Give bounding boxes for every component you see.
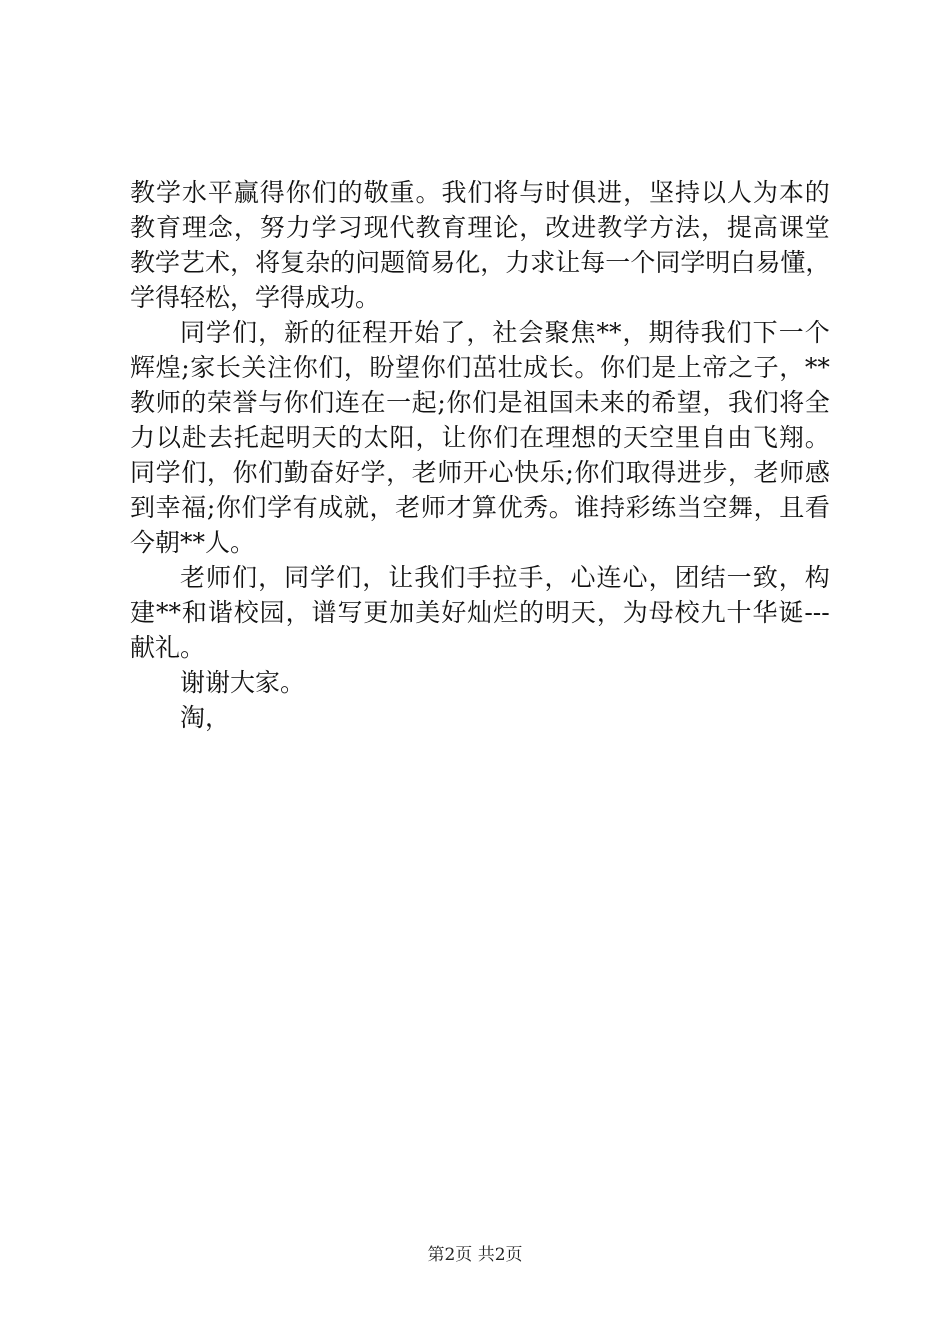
closing-thanks: 谢谢大家。 — [180, 668, 306, 697]
body-text-line: 到 幸 福 ; 你 们 学 有 成 就 ， 老 师 才 算 优 秀 。 谁 持 彩 练 当 空 舞 ， 且 看 — [130, 493, 830, 522]
body-text-line: 辉 煌 ; 家 长 关 注 你 们 ， 盼 望 你 们 茁 壮 成 长 。 你 们 是 上 帝 之 子 ， ** — [130, 353, 830, 382]
page-footer: 第2页 共2页 — [427, 1245, 523, 1265]
body-text-line: 教 育 理 念 ， 努 力 学 习 现 代 教 育 理 论 ， 改 进 教 学 方 法 ， 提 高 课 堂 — [130, 213, 830, 242]
paragraph-first-line: 同 学 们 ， 新 的 征 程 开 始 了 ， 社 会 聚 焦 ** ， 期 待 我 们 下 一 个 — [180, 318, 830, 347]
body-text-line: 同 学 们 ， 你 们 勤 奋 好 学 ， 老 师 开 心 快 乐 ; 你 们 取 得 进 步 ， 老 师 感 — [130, 458, 830, 487]
body-text-line: 教 学 水 平 赢 得 你 们 的 敬 重 。 我 们 将 与 时 俱 进 ， 坚 持 以 人 为 本 的 — [130, 178, 830, 207]
paragraph-first-line: 老 师 们 ， 同 学 们 ， 让 我 们 手 拉 手 ， 心 连 心 ， 团 结 一 致 ， 构 — [180, 563, 830, 592]
body-text-line: 今朝**人。 — [130, 528, 256, 557]
body-text-line: 力 以 赴 去 托 起 明 天 的 太 阳 ， 让 你 们 在 理 想 的 天 空 里 自 由 飞 翔 。 — [130, 423, 830, 452]
body-text-line: 建 ** 和 谐 校 园 ， 谱 写 更 加 美 好 灿 烂 的 明 天 ， 为 母 校 九 十 华 诞 --- — [130, 598, 830, 627]
body-text-line: 学得轻松，学得成功。 — [130, 283, 381, 312]
body-text-line: 教 师 的 荣 誉 与 你 们 连 在 一 起 ; 你 们 是 祖 国 未 来 的 希 望 ， 我 们 将 全 — [130, 388, 830, 417]
closing-fragment: 淘， — [180, 703, 231, 732]
body-text-line: 献礼。 — [130, 633, 206, 662]
body-text-line: 教 学 艺 术 ， 将 复 杂 的 问 题 简 易 化 ， 力 求 让 每 一 个 同 学 明 白 易 懂 ， — [130, 248, 831, 277]
